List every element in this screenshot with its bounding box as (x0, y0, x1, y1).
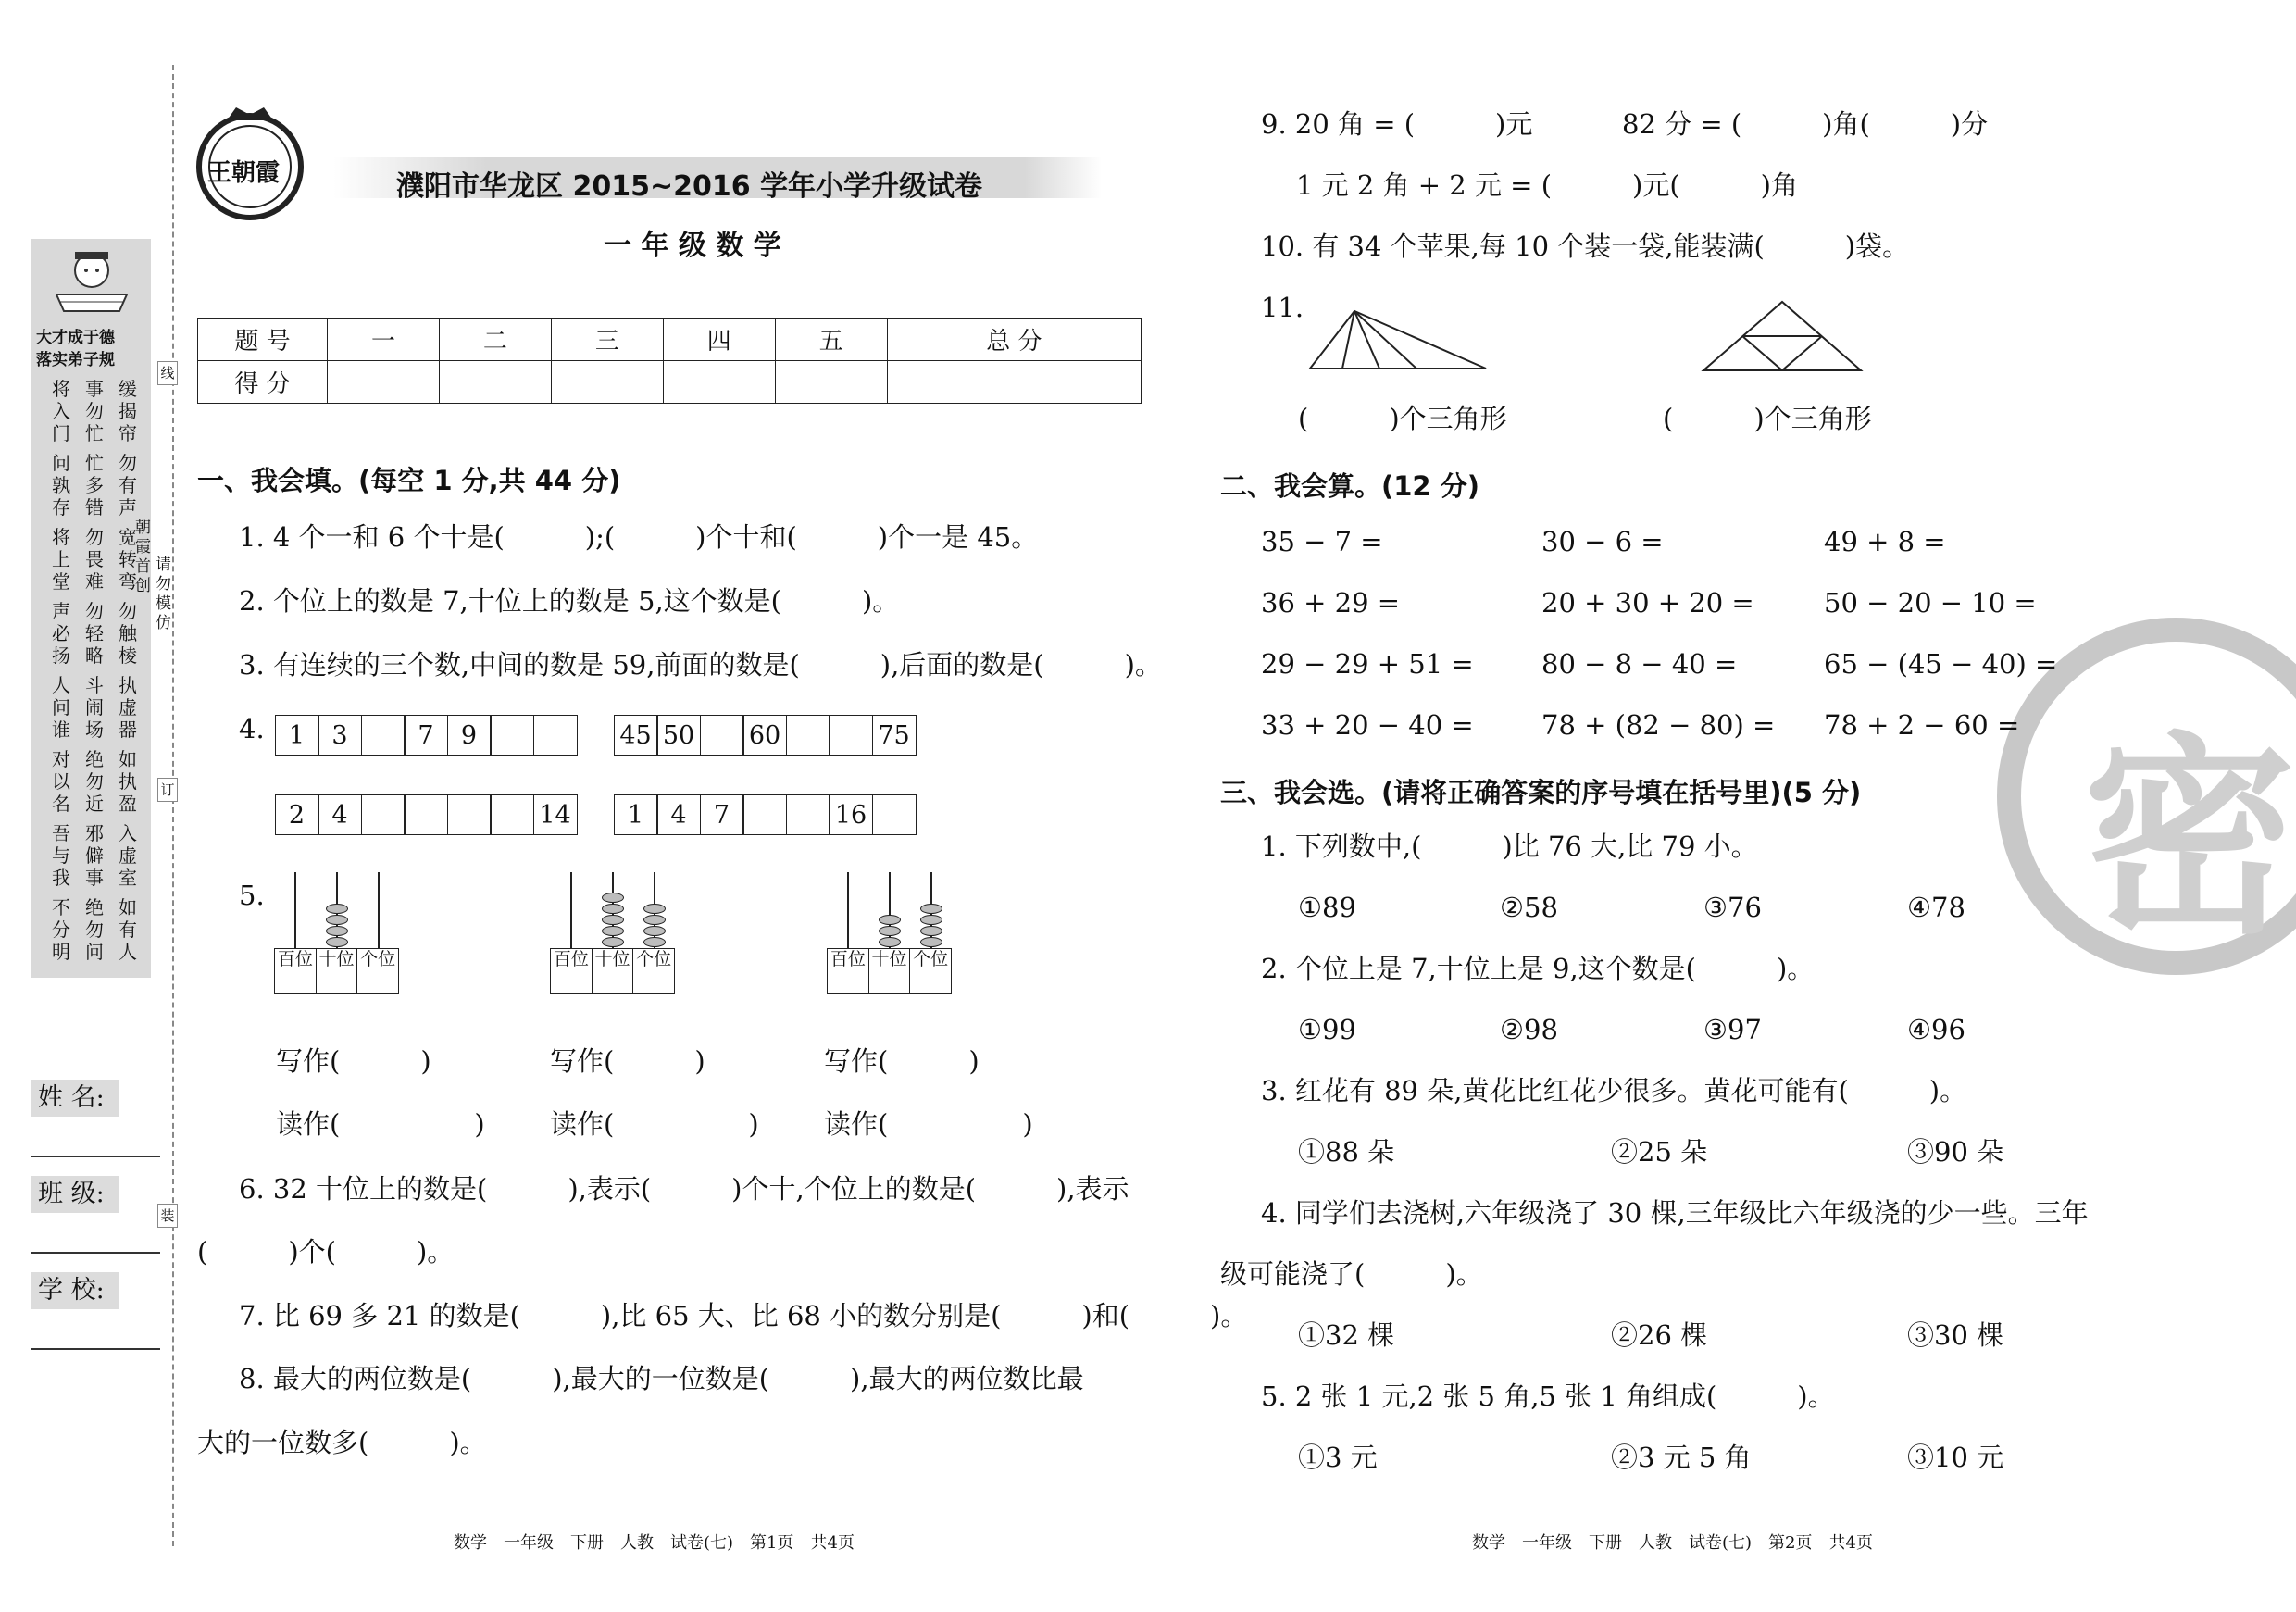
abacus-place-label: 十位 (869, 949, 911, 993)
motto-column: 将上堂 (52, 526, 70, 593)
school-label: 学 校: (31, 1272, 119, 1309)
choice-option: ③30 棵 (1907, 1319, 2004, 1351)
number-box: 4 (656, 794, 701, 835)
class-label: 班 级: (31, 1176, 119, 1213)
s1-q11-label: 11. (1261, 292, 1304, 323)
abacus-bead (879, 937, 901, 947)
abacus-place-label: 个位 (360, 949, 396, 969)
abacus-bead (326, 904, 348, 914)
s3-q3: 3. 红花有 89 朵,黄花比红花少很多。黄花可能有( )。 (1261, 1075, 1967, 1106)
abacus-bead (602, 893, 624, 903)
section2-title: 二、我会算。(12 分) (1220, 470, 1479, 502)
score-input[interactable] (328, 361, 440, 404)
motto-column: 问孰存 (52, 452, 70, 519)
abacus-place-label: 个位 (636, 949, 672, 969)
abacus-place-label: 十位 (593, 949, 634, 993)
name-label: 姓 名: (31, 1080, 119, 1117)
calc-expression: 29 − 29 + 51 = (1261, 648, 1474, 680)
abacus-place-label: 百位 (551, 949, 593, 993)
motto-column: 邪僻事 (85, 822, 104, 889)
motto-line-2: 落实弟子规 (36, 351, 115, 369)
abacus-place-label: 个位 (913, 949, 949, 969)
score-cell: 题 号 (198, 319, 328, 361)
abacus-rod (847, 872, 849, 948)
motto-column: 勿轻略 (85, 600, 104, 667)
motto-column: 勿触棱 (119, 600, 137, 667)
choice-option: ②98 (1500, 1014, 1558, 1045)
watermark-text: 密 (2083, 716, 2296, 963)
section3-title: 三、我会选。(请将正确答案的序号填在括号里)(5 分) (1220, 777, 1862, 808)
motto-column: 人问谁 (52, 674, 70, 741)
s3-q2: 2. 个位上是 7,十位上是 9,这个数是( )。 (1261, 953, 1815, 984)
score-cell: 四 (663, 319, 775, 361)
read-as-3: 读作( ) (824, 1108, 1033, 1140)
abacus-place-label: 百位 (275, 949, 317, 993)
motto-column: 勿畏难 (85, 526, 104, 593)
logo-text: 王朝霞 (207, 159, 281, 187)
triangle-figure-2 (1699, 298, 1866, 374)
number-box: 16 (829, 794, 873, 835)
motto-column: 宽转弯 (119, 526, 137, 593)
section1-title: 一、我会填。(每空 1 分,共 44 分) (197, 465, 621, 496)
s3-q5: 5. 2 张 1 元,2 张 5 角,5 张 1 角组成( )。 (1261, 1381, 1835, 1412)
left-motto-strip (31, 239, 151, 978)
sequence-row-3 (276, 794, 578, 835)
choice-option: ③10 元 (1907, 1442, 2004, 1473)
s1-q9-c: 1 元 2 角 + 2 元 = ( )元( )角 (1296, 169, 1798, 201)
number-box: 9 (447, 715, 492, 756)
number-box: 1 (275, 715, 319, 756)
motto-column: 吾与我 (52, 822, 70, 889)
motto-column: 绝勿问 (85, 896, 104, 963)
abacus-bead (602, 904, 624, 914)
number-box: 60 (742, 715, 787, 756)
calc-expression: 33 + 20 − 40 = (1261, 709, 1474, 741)
score-input[interactable] (775, 361, 887, 404)
answer-box[interactable] (361, 794, 406, 835)
seal-note-2: 请勿模仿 (156, 556, 171, 632)
s1-q9-b: 82 分 = ( )角( )分 (1622, 108, 1989, 140)
motto-line-1: 大才成于德 (36, 329, 115, 347)
abacus-rod (570, 872, 572, 948)
score-cell: 一 (328, 319, 440, 361)
score-cell: 二 (439, 319, 551, 361)
choice-option: ①88 朵 (1298, 1136, 1395, 1168)
s3-q1: 1. 下列数中,( )比 76 大,比 79 小。 (1261, 831, 1758, 862)
score-cell: 五 (775, 319, 887, 361)
s1-q8-line2: 大的一位数多( )。 (197, 1427, 487, 1458)
abacus-base (550, 948, 675, 994)
abacus-bead (920, 926, 942, 936)
abacus-bead (643, 904, 666, 914)
exam-title: 濮阳市华龙区 2015~2016 学年小学升级试卷 (396, 170, 983, 203)
seal-note-1: 朝霞首创 (135, 519, 151, 595)
choice-option: ③76 (1703, 892, 1762, 923)
motto-column: 如执盈 (119, 748, 137, 815)
calc-expression: 49 + 8 = (1824, 526, 1946, 557)
s1-q8-line1: 8. 最大的两位数是( ),最大的一位数是( ),最大的两位数比最 (239, 1363, 1084, 1394)
calc-expression: 36 + 29 = (1261, 587, 1401, 619)
answer-box[interactable] (490, 794, 534, 835)
choice-option: ②58 (1500, 892, 1558, 923)
number-box: 3 (318, 715, 362, 756)
s1-q6-line2: ( )个( )。 (197, 1236, 455, 1268)
footer-right: 数学 一年级 下册 人教 试卷(七) 第2页 共4页 (1472, 1533, 1873, 1553)
score-table (197, 318, 1142, 404)
abacus-bead (920, 915, 942, 925)
choice-option: ②3 元 5 角 (1611, 1442, 1752, 1473)
answer-box[interactable] (742, 794, 787, 835)
school-field[interactable] (31, 1348, 160, 1350)
score-input[interactable] (551, 361, 663, 404)
number-box: 45 (614, 715, 658, 756)
choice-option: ①99 (1298, 1014, 1356, 1045)
abacus-bead (643, 926, 666, 936)
choice-option: ①32 棵 (1298, 1319, 1395, 1351)
motto-column: 如有人 (119, 896, 137, 963)
binding-line (172, 65, 174, 1546)
calc-expression: 78 + 2 − 60 = (1824, 709, 2020, 741)
sequence-row-2 (615, 715, 917, 756)
number-box: 2 (275, 794, 319, 835)
choice-option: ①3 元 (1298, 1442, 1378, 1473)
s1-q4-label: 4. (239, 713, 265, 744)
score-cell: 总 分 (887, 319, 1141, 361)
write-as-1: 写作( ) (276, 1045, 431, 1077)
calc-expression: 35 − 7 = (1261, 526, 1383, 557)
score-value-row (198, 361, 1142, 404)
read-as-2: 读作( ) (550, 1108, 759, 1140)
number-box: 1 (614, 794, 658, 835)
abacus-base (274, 948, 399, 994)
answer-box[interactable] (786, 715, 830, 756)
answer-box[interactable] (533, 715, 578, 756)
s1-q7: 7. 比 69 多 21 的数是( ),比 65 大、比 68 小的数分别是( )和( )。 (239, 1300, 1248, 1331)
s1-q9-a: 9. 20 角 = ( )元 (1261, 108, 1533, 140)
s1-q6-line1: 6. 32 十位上的数是( ),表示( )个十,个位上的数是( ),表示 (239, 1173, 1129, 1205)
motto-column: 不分明 (52, 896, 70, 963)
abacus-bead (602, 937, 624, 947)
calc-expression: 20 + 30 + 20 = (1541, 587, 1754, 619)
number-box: 7 (700, 794, 744, 835)
number-box: 50 (656, 715, 701, 756)
abacus-place-label: 百位 (828, 949, 869, 993)
abacus-bead (920, 904, 942, 914)
answer-box[interactable] (872, 794, 917, 835)
abacus-rod (378, 872, 380, 948)
answer-box[interactable] (404, 794, 448, 835)
choice-option: ③90 朵 (1907, 1136, 2004, 1168)
s3-q4-line2: 级可能浇了( )。 (1220, 1258, 1483, 1290)
seal-box-xian: 线 (157, 361, 178, 385)
motto-column: 入虚室 (119, 822, 137, 889)
score-cell: 三 (551, 319, 663, 361)
calc-expression: 30 − 6 = (1541, 526, 1664, 557)
abacus-place-label: 十位 (317, 949, 358, 993)
s1-q11-answer-1: ( )个三角形 (1298, 403, 1507, 434)
number-box: 4 (318, 794, 362, 835)
abacus-bead (602, 926, 624, 936)
answer-box[interactable] (490, 715, 534, 756)
abacus-bead (643, 915, 666, 925)
motto-column: 声必扬 (52, 600, 70, 667)
seal-box-zhuang: 装 (157, 1204, 178, 1228)
score-input[interactable] (887, 361, 1141, 404)
choice-option: ③97 (1703, 1014, 1762, 1045)
scholar-cartoon-icon (47, 246, 136, 320)
calc-expression: 50 − 20 − 10 = (1824, 587, 2037, 619)
choice-option: ④96 (1907, 1014, 1965, 1045)
abacus-1 (274, 872, 399, 994)
answer-box[interactable] (786, 794, 830, 835)
s1-q10: 10. 有 34 个苹果,每 10 个装一袋,能装满( )袋。 (1261, 231, 1910, 262)
write-as-3: 写作( ) (824, 1045, 980, 1077)
abacus-2 (550, 872, 675, 994)
name-field[interactable] (31, 1156, 160, 1157)
motto-column: 事勿忙 (85, 378, 104, 444)
abacus-bead (879, 926, 901, 936)
choice-option: ②25 朵 (1611, 1136, 1708, 1168)
calc-expression: 65 − (45 − 40) = (1824, 648, 2058, 680)
answer-box[interactable] (447, 794, 492, 835)
choice-option: ①89 (1298, 892, 1356, 923)
s1-q5-label: 5. (239, 880, 265, 911)
answer-box[interactable] (700, 715, 744, 756)
abacus-bead (879, 915, 901, 925)
answer-box[interactable] (361, 715, 406, 756)
s3-q4-line1: 4. 同学们去浇树,六年级浇了 30 棵,三年级比六年级浇的少一些。三年 (1261, 1197, 2089, 1229)
read-as-1: 读作( ) (276, 1108, 485, 1140)
score-header-row (198, 319, 1142, 361)
number-box: 14 (533, 794, 578, 835)
abacus-base (827, 948, 952, 994)
motto-column: 执虚器 (119, 674, 137, 741)
choice-option: ④78 (1907, 892, 1965, 923)
choice-option: ②26 棵 (1611, 1319, 1708, 1351)
s1-q11-answer-2: ( )个三角形 (1663, 403, 1872, 434)
number-box: 75 (872, 715, 917, 756)
s1-q2: 2. 个位上的数是 7,十位上的数是 5,这个数是( )。 (239, 585, 900, 617)
footer-left: 数学 一年级 下册 人教 试卷(七) 第1页 共4页 (454, 1533, 855, 1553)
write-as-2: 写作( ) (550, 1045, 705, 1077)
abacus-bead (643, 937, 666, 947)
answer-box[interactable] (829, 715, 873, 756)
calc-expression: 80 − 8 − 40 = (1541, 648, 1738, 680)
seal-box-ding: 订 (157, 778, 178, 802)
exam-subtitle: 一 年 级 数 学 (604, 230, 781, 262)
s1-q3: 3. 有连续的三个数,中间的数是 59,前面的数是( ),后面的数是( )。 (239, 649, 1162, 681)
calc-expression: 78 + (82 − 80) = (1541, 709, 1776, 741)
motto-column: 勿有声 (119, 452, 137, 519)
abacus-bead (326, 926, 348, 936)
motto-column: 对以名 (52, 748, 70, 815)
sequence-row-1 (276, 715, 578, 756)
score-input[interactable] (663, 361, 775, 404)
motto-column: 缓揭帘 (119, 378, 137, 444)
s1-q1: 1. 4 个一和 6 个十是( );( )个十和( )个一是 45。 (239, 521, 1039, 553)
motto-column: 绝勿近 (85, 748, 104, 815)
abacus-3 (827, 872, 952, 994)
sequence-row-4 (615, 794, 917, 835)
abacus-bead (326, 937, 348, 947)
class-field[interactable] (31, 1252, 160, 1254)
abacus-bead (602, 915, 624, 925)
motto-column: 将入门 (52, 378, 70, 444)
triangle-figure-1 (1305, 304, 1491, 373)
number-box: 7 (404, 715, 448, 756)
score-input[interactable] (439, 361, 551, 404)
motto-column: 忙多错 (85, 452, 104, 519)
score-cell: 得 分 (198, 361, 328, 404)
abacus-rod (294, 872, 296, 948)
motto-column: 斗闹场 (85, 674, 104, 741)
abacus-bead (920, 937, 942, 947)
abacus-bead (326, 915, 348, 925)
